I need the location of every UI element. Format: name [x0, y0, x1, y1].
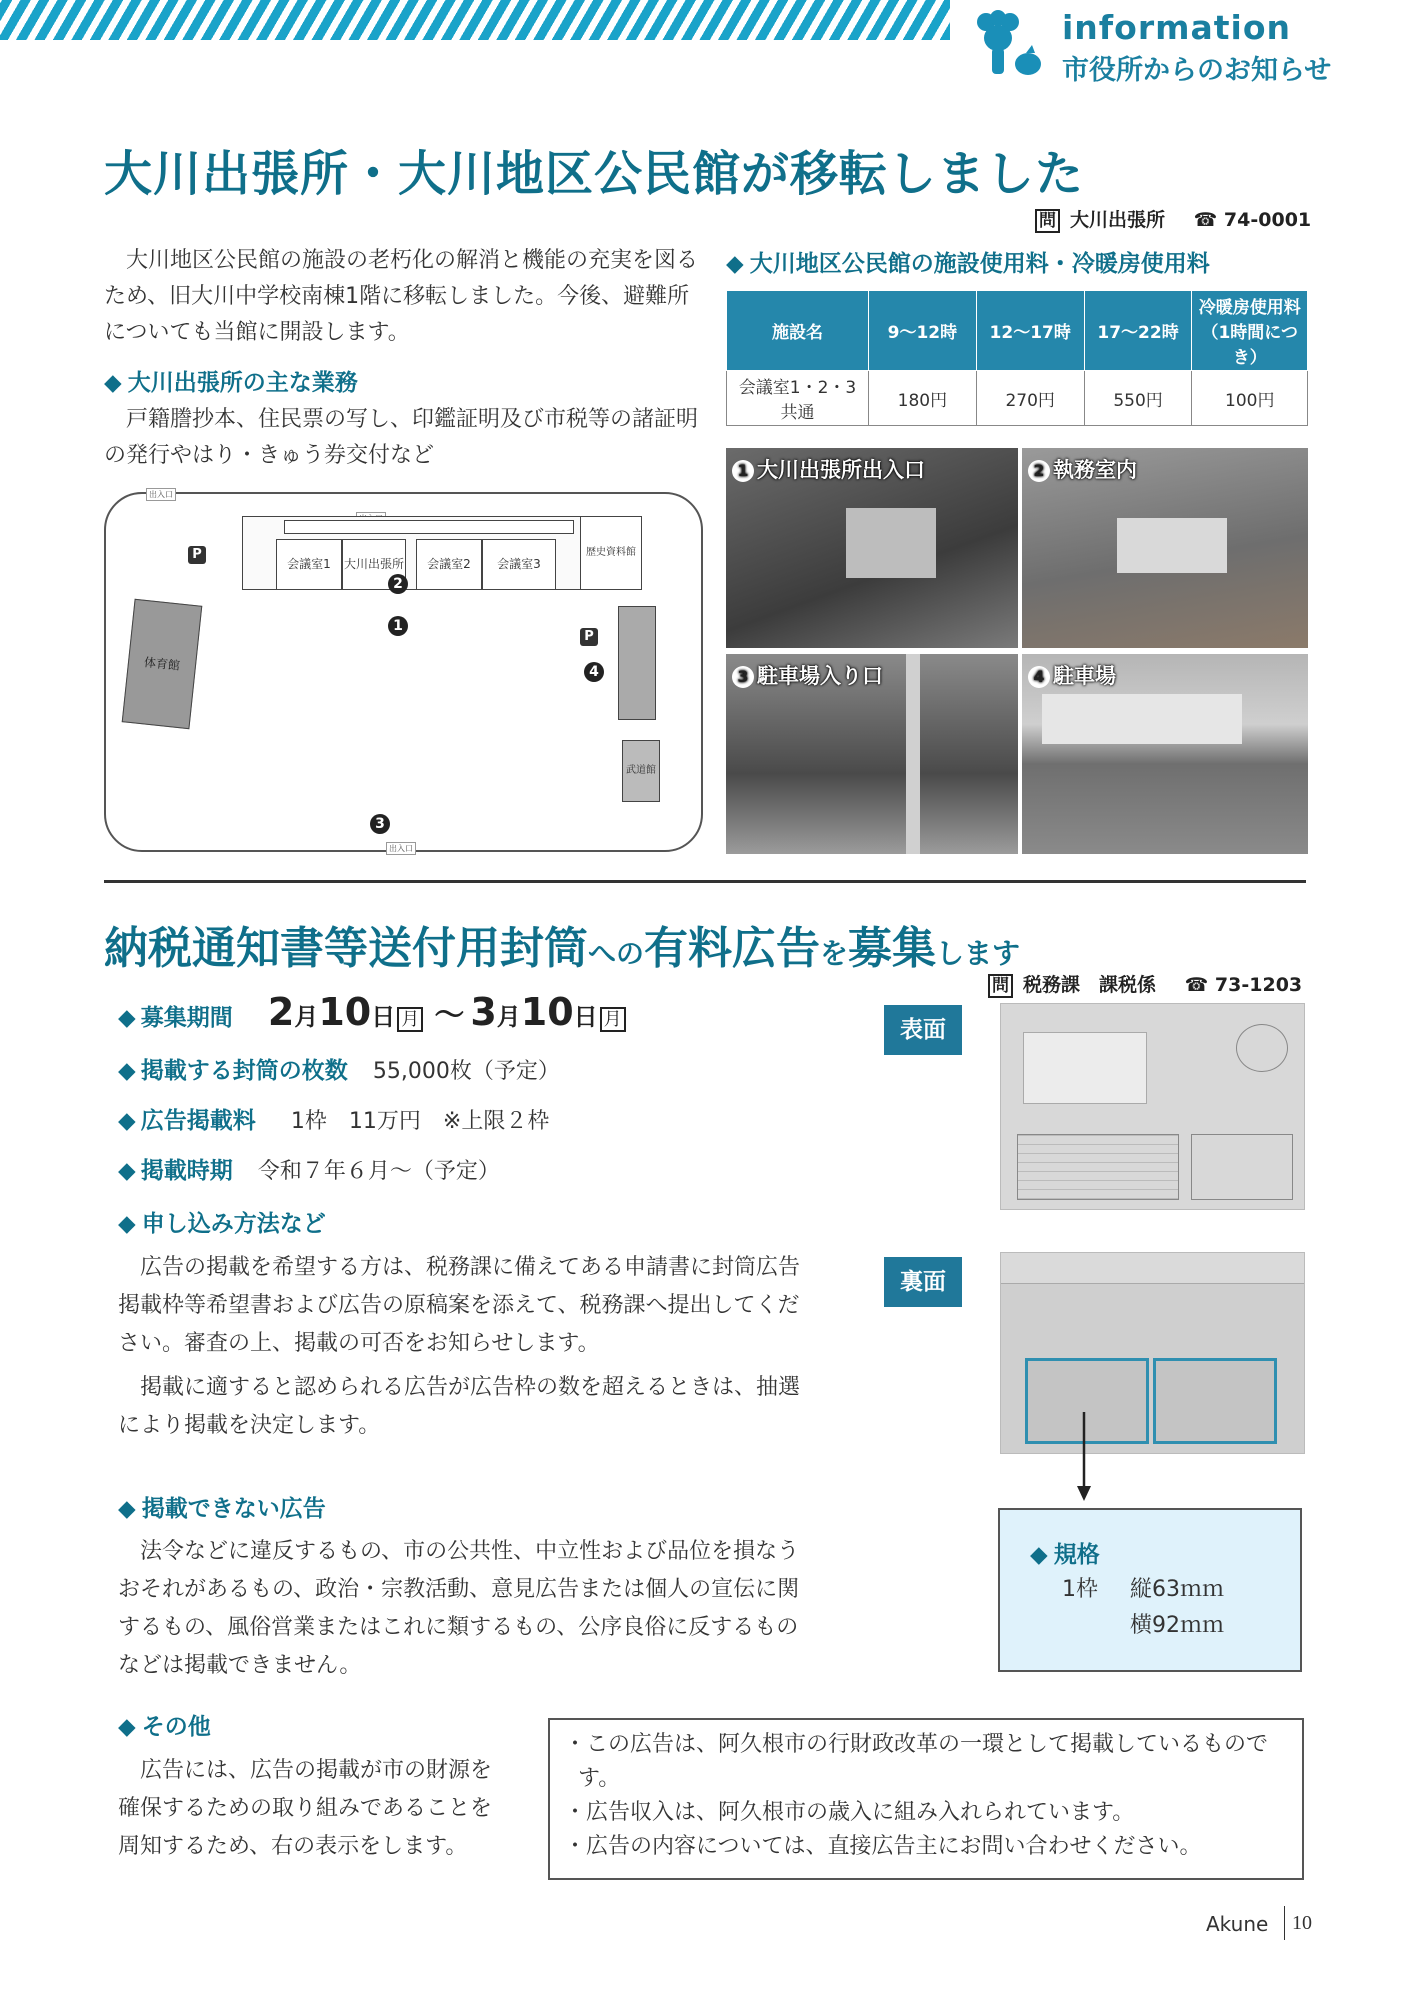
- photo-parking-entrance: [726, 654, 1018, 854]
- photo-num-3: 3: [732, 666, 754, 688]
- fee-heading: [726, 245, 1210, 278]
- map-marker-3: 3: [370, 814, 390, 834]
- map-parking-2: P: [580, 628, 598, 646]
- footer-divider: [1284, 1906, 1285, 1940]
- period-weekday-1: 月: [397, 1007, 423, 1032]
- footer-brand: Akune: [1206, 1912, 1269, 1936]
- map-entrance-bottom: 出入口: [386, 842, 416, 855]
- ng-heading-text: 掲載できない広告: [141, 1496, 326, 1522]
- count-label: 掲載する封筒の枚数: [140, 1058, 348, 1084]
- fee-row: [118, 1102, 549, 1140]
- photo-num-2: 2: [1028, 460, 1050, 482]
- photo-parking: [1022, 654, 1308, 854]
- apply-text-1: 広告の掲載を希望する方は、税務課に備えてある申請書に封筒広告掲載枠等希望書および広告の原稿案を添えて、税務課へ提出してください。審査の上、掲載の可否をお知らせします。: [118, 1255, 801, 1356]
- title-part-a: 納税通知書等送付用封筒: [104, 923, 588, 974]
- map-parking-1: P: [188, 546, 206, 564]
- fee-col-morning: 9～12時: [868, 291, 976, 371]
- diamond-icon: ◆: [118, 1005, 136, 1031]
- notice-line-3: ・広告の内容については、直接広告主にお問い合わせください。: [564, 1834, 1202, 1859]
- photo-num-1: 1: [732, 460, 754, 482]
- ad-fee-label: 広告掲載料: [140, 1108, 256, 1134]
- map-marker-4: 4: [584, 662, 604, 682]
- mascot-icon: [968, 8, 1048, 80]
- photo-entrance: [726, 448, 1018, 648]
- contact-name: 税務課 課税係: [1023, 974, 1157, 996]
- envelope-back-image: [1000, 1252, 1305, 1454]
- table-row: [727, 371, 1308, 426]
- timing-label: 掲載時期: [140, 1158, 233, 1184]
- header-info-en: information: [1062, 8, 1292, 47]
- map-room-2: 会議室2: [416, 539, 482, 590]
- diamond-icon: ◆: [104, 370, 122, 396]
- spec-height: 縦63ｍｍ: [1130, 1577, 1224, 1602]
- fee-heading-text: 大川地区公民館の施設使用料・冷暖房使用料: [749, 251, 1210, 277]
- section1-title: 大川出張所・大川地区公民館が移転しました: [104, 146, 1085, 202]
- photo-caption-text-3: 駐車場入り口: [757, 664, 883, 688]
- photo-caption-3: [732, 660, 883, 690]
- fee-cell-morning: 180円: [868, 371, 976, 426]
- facility-map: [104, 492, 703, 852]
- diamond-icon: ◆: [118, 1058, 136, 1084]
- other-text: 広告には、広告の掲載が市の財源を確保するための取り組みであることを周知するため、右の表示をします。: [118, 1758, 493, 1859]
- fee-col-afternoon: 12～17時: [976, 291, 1084, 371]
- ng-text: 法令などに違反するもの、市の公共性、中立性および品位を損なうおそれがあるもの、政治・宗教活動、意見広告または個人の宣伝に関するもの、風俗営業またはこれに類するもの、公序良俗に反するものなどは掲載できません。: [118, 1539, 800, 1678]
- back-label: 裏面: [884, 1257, 962, 1307]
- map-budokan: 武道館: [622, 740, 660, 802]
- count-value: 55,000枚（予定）: [372, 1059, 560, 1084]
- map-room-1: 会議室1: [276, 539, 342, 590]
- photo-caption-1: [732, 454, 925, 484]
- diamond-icon: ◆: [118, 1714, 136, 1740]
- header-stripe: [0, 0, 950, 40]
- count-row: [118, 1052, 560, 1090]
- diamond-icon: ◆: [118, 1211, 136, 1237]
- photo-caption-2: [1028, 454, 1137, 484]
- diamond-icon: ◆: [118, 1158, 136, 1184]
- section2-contact: [988, 970, 1302, 998]
- section1-intro: 大川地区公民館の施設の老朽化の解消と機能の充実を図るため、旧大川中学校南棟1階に移転しました。今後、避難所についても当館に開設します。: [104, 248, 699, 345]
- fee-table: [726, 290, 1308, 426]
- page-number: 10: [1292, 1912, 1312, 1934]
- period-day-2: 10: [520, 990, 574, 1034]
- duties-heading-text: 大川出張所の主な業務: [127, 370, 358, 396]
- photo-office: [1022, 448, 1308, 648]
- contact-tag: 問: [1035, 209, 1060, 233]
- period-row: ◆ 募集期間 2月10日 月 ～ 3月10日 月: [118, 990, 626, 1034]
- duties-text: 戸籍謄抄本、住民票の写し、印鑑証明及び市税等の諸証明の発行やはり・きゅう券交付など: [104, 407, 699, 468]
- title-part-c: 有料広告: [644, 923, 821, 974]
- period-month-2: 3: [470, 990, 497, 1034]
- spec-frame: 1枠: [1062, 1577, 1098, 1602]
- map-room-3: 会議室3: [482, 539, 556, 590]
- other-heading: [118, 1708, 211, 1741]
- contact-tel: ☎ 73-1203: [1184, 974, 1303, 996]
- envelope-front-image: [1000, 1003, 1305, 1210]
- period-month-1: 2: [267, 990, 295, 1034]
- spec-heading: [1030, 1536, 1100, 1569]
- map-gym: 体育館: [122, 599, 203, 729]
- section2-title: [104, 912, 1020, 976]
- diamond-icon: ◆: [726, 251, 744, 277]
- section1-contact: [1035, 205, 1311, 233]
- map-block-right: [618, 606, 656, 720]
- apply-heading: [118, 1205, 326, 1238]
- map-room-office: 大川出張所: [342, 539, 406, 590]
- ng-heading: [118, 1490, 326, 1523]
- diamond-icon: ◆: [118, 1108, 136, 1134]
- section-divider: [104, 880, 1306, 883]
- map-marker-1: 1: [388, 616, 408, 636]
- arrow-down-icon: [1076, 1412, 1092, 1502]
- map-history-hall: 歴史資料館: [580, 516, 642, 590]
- fee-col-aircon: 冷暖房使用料（1時間につき）: [1192, 291, 1308, 371]
- period-label: 募集期間: [140, 1005, 233, 1031]
- notice-box: [548, 1718, 1304, 1880]
- title-part-d: を: [820, 937, 849, 970]
- fee-cell-evening: 550円: [1084, 371, 1192, 426]
- timing-value: 令和７年６月～（予定）: [257, 1159, 500, 1184]
- fee-cell-facility: 会議室1・2・3共通: [727, 371, 869, 426]
- photo-caption-text-1: 大川出張所出入口: [757, 458, 925, 482]
- contact-name: 大川出張所: [1070, 209, 1166, 231]
- fee-col-facility: 施設名: [727, 291, 869, 371]
- photo-caption-text-4: 駐車場: [1053, 664, 1116, 688]
- duties-heading: [104, 364, 358, 397]
- title-part-f: します: [936, 937, 1021, 970]
- diamond-icon: ◆: [118, 1496, 136, 1522]
- fee-col-evening: 17～22時: [1084, 291, 1192, 371]
- title-part-e: 募集: [848, 923, 937, 974]
- photo-caption-text-2: 執務室内: [1053, 458, 1137, 482]
- title-part-b: への: [588, 937, 645, 970]
- front-label: 表面: [884, 1005, 962, 1055]
- map-entrance-top-left: 出入口: [146, 488, 176, 501]
- ad-fee-value: 1枠 11万円 ※上限２枠: [290, 1109, 550, 1134]
- period-day-1: 10: [318, 990, 372, 1034]
- apply-text-2: 掲載に適すると認められる広告が広告枠の数を超えるときは、抽選により掲載を決定します。: [118, 1375, 801, 1438]
- diamond-icon: ◆: [1030, 1542, 1048, 1568]
- header-info-jp: 市役所からのお知らせ: [1062, 55, 1332, 86]
- spec-heading-text: 規格: [1053, 1542, 1100, 1568]
- period-weekday-2: 月: [600, 1007, 626, 1032]
- contact-tel: ☎ 74-0001: [1193, 209, 1312, 231]
- spec-box: [998, 1508, 1302, 1672]
- map-corridor: [284, 520, 574, 534]
- notice-line-2: ・広告収入は、阿久根市の歳入に組み入れられています。: [564, 1800, 1135, 1825]
- period-tilde: ～: [434, 998, 465, 1033]
- spec-width: 横92ｍｍ: [1130, 1613, 1224, 1638]
- fee-cell-aircon: 100円: [1192, 371, 1308, 426]
- photo-caption-4: [1028, 660, 1116, 690]
- apply-heading-text: 申し込み方法など: [141, 1211, 326, 1237]
- timing-row: [118, 1152, 500, 1190]
- notice-line-1: ・この広告は、阿久根市の行財政改革の一環として掲載しているものです。: [564, 1732, 1269, 1791]
- fee-cell-afternoon: 270円: [976, 371, 1084, 426]
- map-marker-2: 2: [388, 574, 408, 594]
- contact-tag: 問: [988, 974, 1013, 998]
- other-heading-text: その他: [141, 1714, 211, 1740]
- photo-num-4: 4: [1028, 666, 1050, 688]
